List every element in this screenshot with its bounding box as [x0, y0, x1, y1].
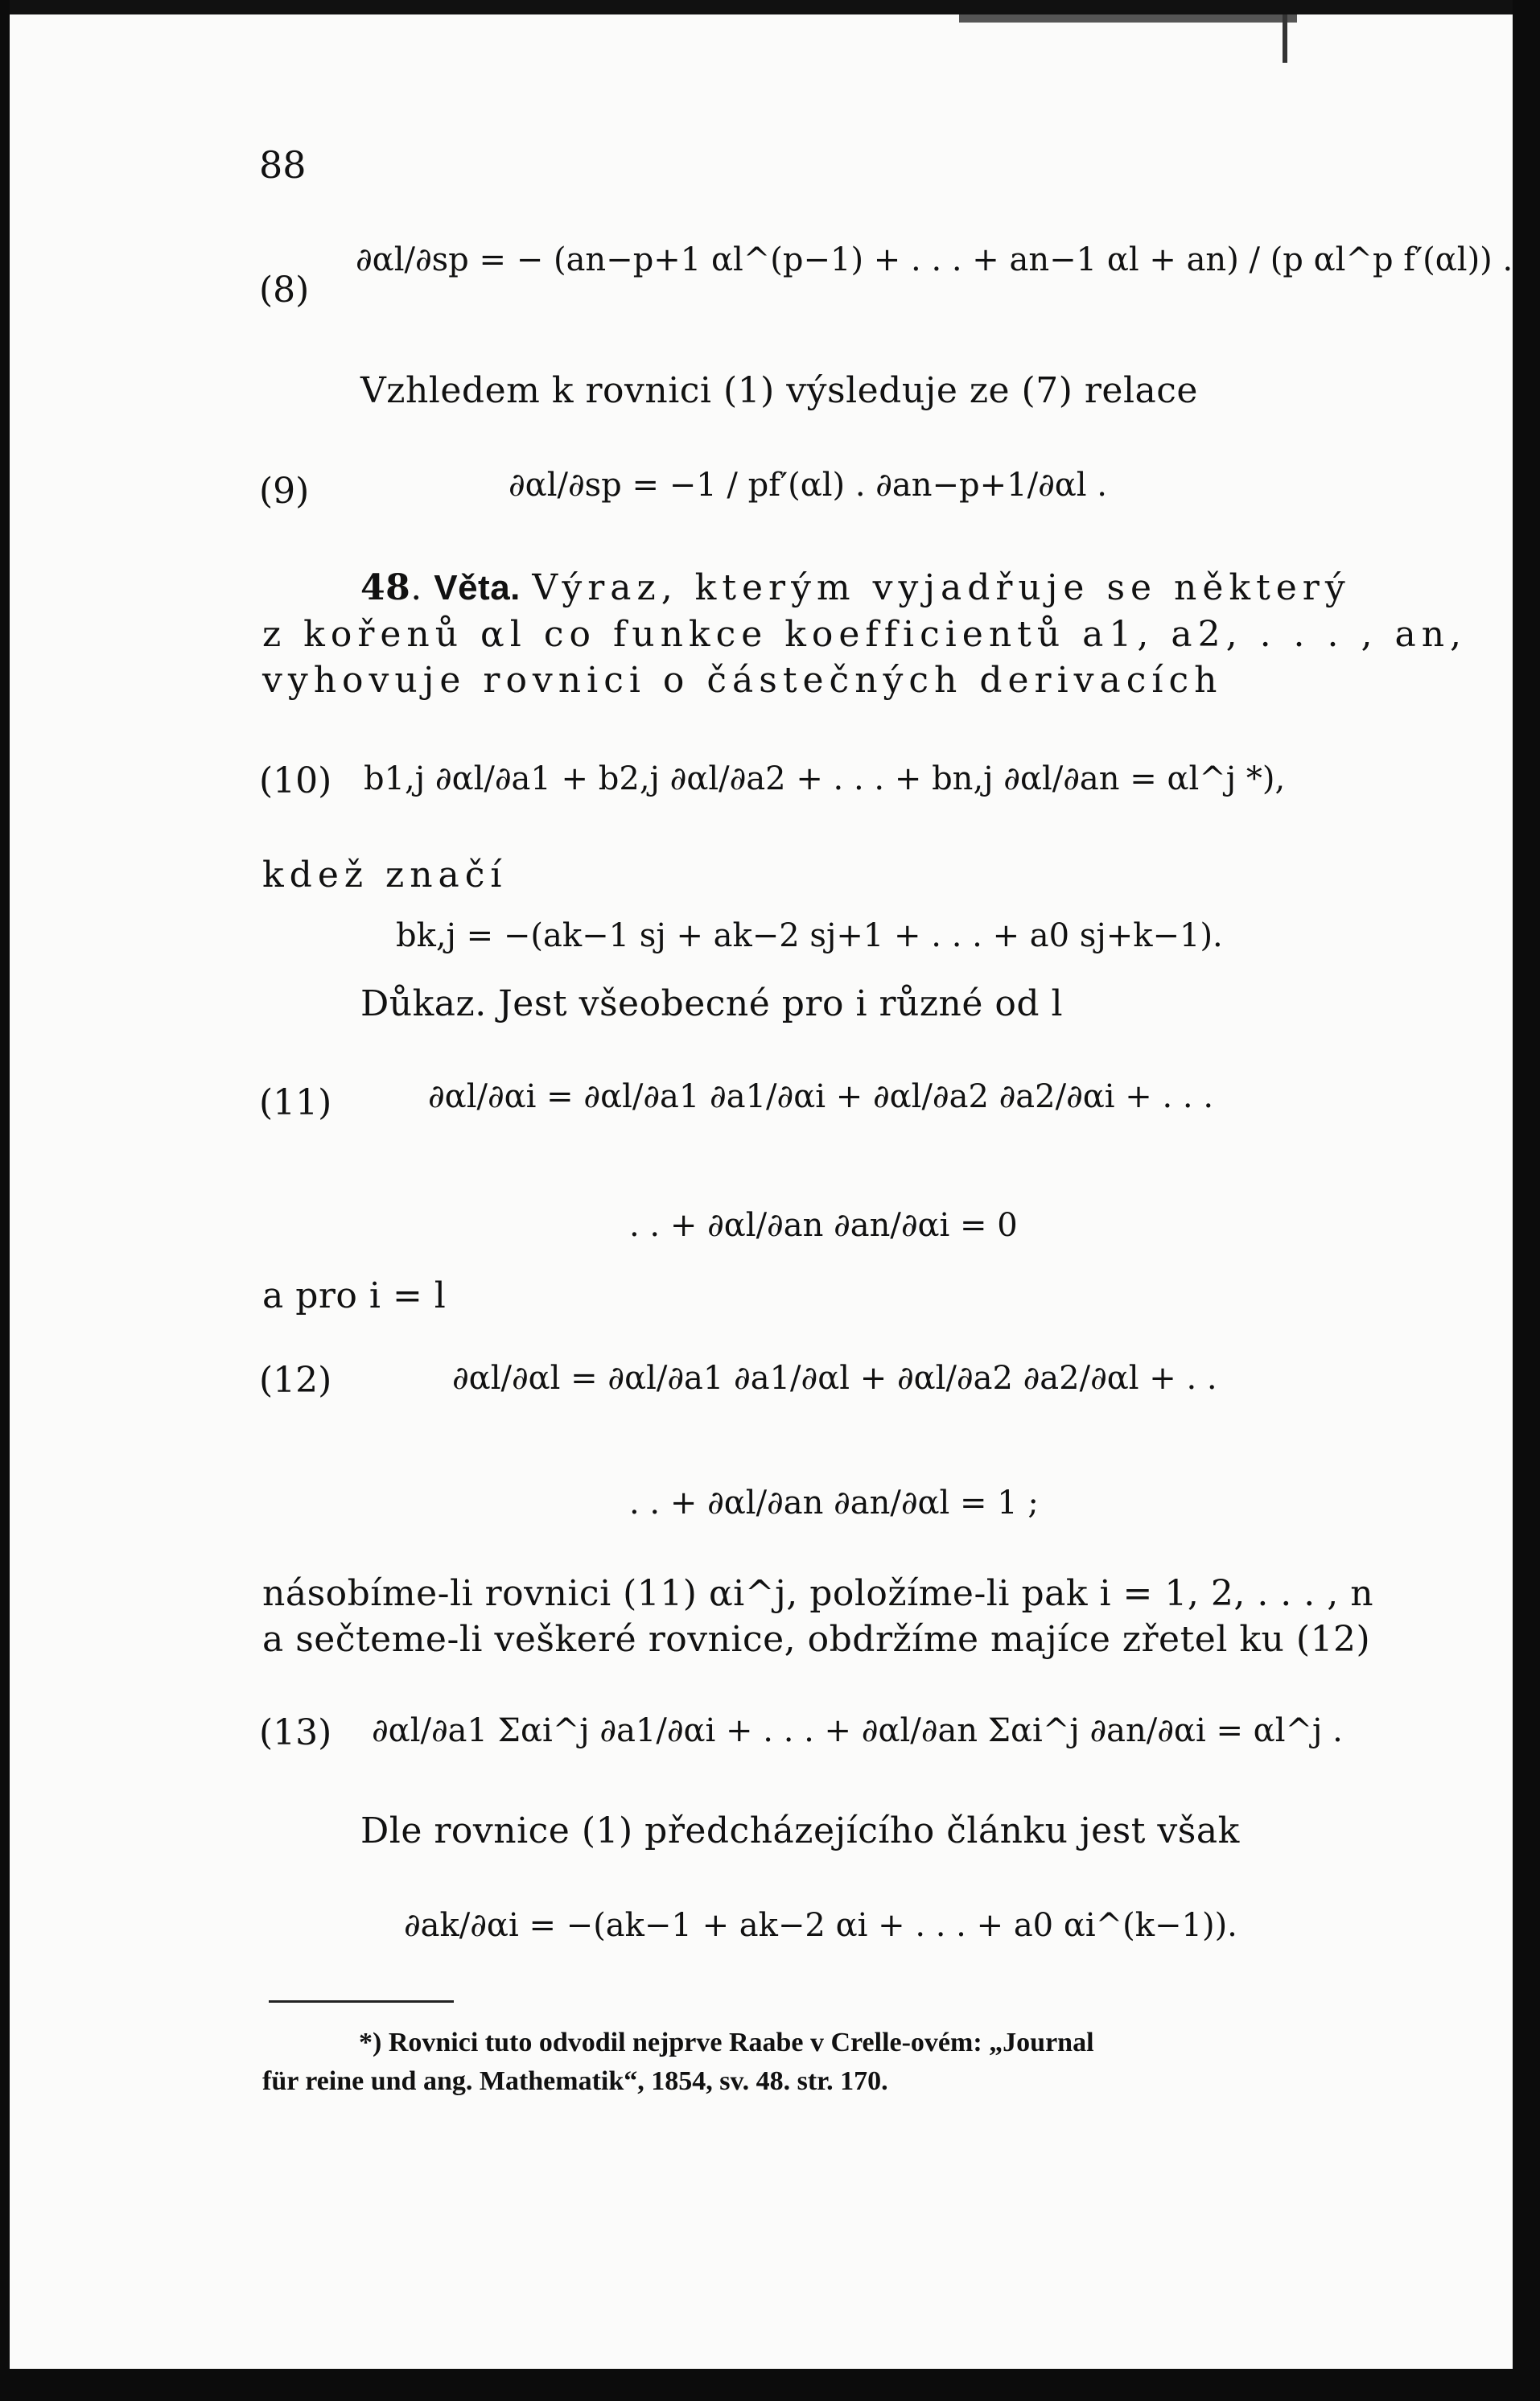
text-line: a sečteme-li veškeré rovnice, obdržíme majíce zřetel ku (12) — [262, 1619, 1371, 1660]
text-line: Výraz, kterým vyjadřuje se některý — [532, 567, 1351, 608]
equation-label: (12) — [259, 1360, 332, 1401]
equation-10: b1,j ∂αl/∂a1 + b2,j ∂αl/∂a2 + . . . + bn,j ∂αl/∂an = αl^j *), — [364, 760, 1286, 797]
equation-12a: ∂αl/∂αl = ∂αl/∂a1 ∂a1/∂αl + ∂αl/∂a2 ∂a2/∂αl + . . — [452, 1360, 1217, 1397]
text-line: vyhovuje rovnici o částečných derivacích — [262, 660, 1223, 701]
footnote-rule — [269, 2000, 454, 2003]
theorem-heading: 48. Věta. Výraz, kterým vyjadřuje se některý — [360, 567, 1351, 608]
equation-label: (8) — [259, 270, 310, 311]
text-line: Dle rovnice (1) předcházejícího článku jest však — [360, 1810, 1240, 1851]
text-line: kdež značí — [262, 855, 508, 896]
footnote-line: *) Rovnici tuto odvodil nejprve Raabe v Crelle-ovém: „Journal — [359, 2028, 1094, 2057]
scan-artifact — [959, 14, 1297, 23]
section-number: 48 — [360, 567, 411, 608]
text-line: a pro i = l — [262, 1275, 447, 1316]
text-line: Důkaz. Jest všeobecné pro i různé od l — [360, 983, 1064, 1024]
equation-11b: . . + ∂αl/∂an ∂an/∂αi = 0 — [629, 1207, 1018, 1244]
page-number: 88 — [259, 143, 307, 187]
equation-14: ∂ak/∂αi = −(ak−1 + ak−2 αi + . . . + a0 αi^(k−1)). — [404, 1907, 1237, 1944]
text-line: z kořenů αl co funkce koefficientů a1, a2, . . . , an, — [262, 614, 1468, 655]
equation-label: (11) — [259, 1082, 332, 1123]
equation-b: bk,j = −(ak−1 sj + ak−2 sj+1 + . . . + a0 sj+k−1). — [396, 917, 1223, 954]
equation-12b: . . + ∂αl/∂an ∂an/∂αl = 1 ; — [629, 1485, 1039, 1522]
equation-label: (13) — [259, 1712, 332, 1753]
equation-11a: ∂αl/∂αi = ∂αl/∂a1 ∂a1/∂αi + ∂αl/∂a2 ∂a2/∂αi + . . . — [428, 1078, 1214, 1115]
text-line: násobíme-li rovnici (11) αi^j, položíme-li pak i = 1, 2, . . . , n — [262, 1573, 1374, 1614]
equation-label: (9) — [259, 471, 310, 512]
text-line: Vzhledem k rovnici (1) výsleduje ze (7) relace — [360, 370, 1198, 411]
scan-artifact-line — [1283, 14, 1287, 63]
theorem-title: Věta. — [434, 568, 521, 607]
equation-13: ∂αl/∂a1 Σαi^j ∂a1/∂αi + . . . + ∂αl/∂an Σαi^j ∂an/∂αi = αl^j . — [372, 1712, 1343, 1749]
top-border — [10, 0, 1513, 14]
equation-9: ∂αl/∂sp = −1 / pf′(αl) . ∂an−p+1/∂αl . — [509, 467, 1108, 504]
footnote-line: für reine und ang. Mathematik“, 1854, sv. 48. str. 170. — [262, 2066, 888, 2096]
equation-8: ∂αl/∂sp = − (an−p+1 αl^(p−1) + . . . + an−1 αl + an) / (p αl^p f′(αl)) . — [356, 241, 1513, 278]
equation-label: (10) — [259, 760, 332, 801]
